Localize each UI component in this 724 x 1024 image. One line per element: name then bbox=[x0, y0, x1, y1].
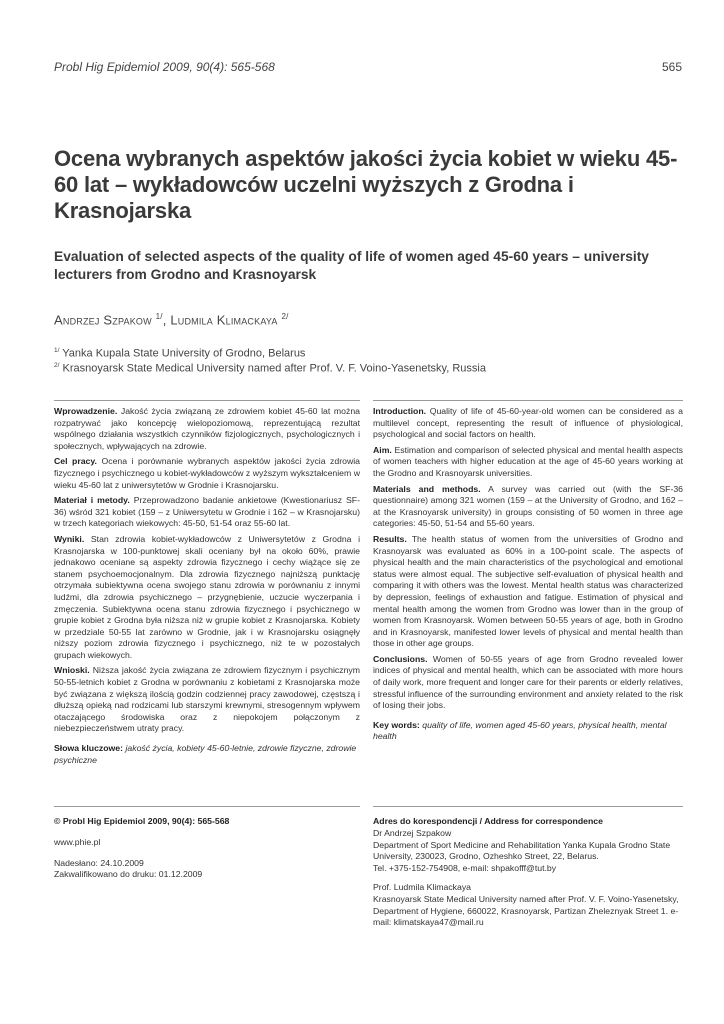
author-separator: , bbox=[162, 312, 171, 328]
section-text: Ocena i porównanie wybranych aspektów jakości życia zdrowia fizycznego i psychicznego u kobiet-wykładowców z wyższym wykształceniem w wieku 45-60 lat z uniwersytetów w Grodnie i Krasnojarsku. bbox=[54, 456, 360, 490]
affiliation-mark: 2/ bbox=[281, 312, 289, 321]
abstract-section bbox=[373, 484, 683, 530]
keywords-text: jakość życia, kobiety 45-60-letnie, zdrowie fizyczne, zdrowie psychiczne bbox=[54, 743, 357, 765]
title-polish: Ocena wybranych aspektów jakości życia kobiet w wieku 45-60 lat – wykładowców uczelni wyższych z Grodna i Krasnojarska bbox=[54, 146, 678, 223]
abstract-polish bbox=[54, 406, 360, 770]
spacer bbox=[373, 875, 683, 882]
affiliation-mark: 1/ bbox=[155, 312, 163, 321]
title-english: Evaluation of selected aspects of the quality of life of women aged 45-60 years – university lecturers from Grodno and Krasnoyarsk bbox=[54, 249, 649, 282]
accepted-date: Zakwalifikowano do druku: 01.12.2009 bbox=[54, 869, 203, 880]
abstract-section bbox=[54, 495, 360, 530]
contact-address: Krasnoyarsk State Medical University named after Prof. V. F. Voino-Yasenetsky, Department of Hygiene, 660022, Krasnoyarsk, Partizan Zheleznyak Street 1. e-mail: klimatskaya47@mail.ru bbox=[373, 893, 679, 928]
section-text: The health status of women from the universities of Grodno and Krasnoyarsk was evaluated as 60% in a 100-point scale. The aspects of physical health and the main characteristics of the psychological and emotional status were almost equal. The subjective self-evaluation of physical health and comparing it with others was the lowest. Mental health status was characterized by depression, feelings of exhaustion and fatigue. Estimation of physical and mental health among the women from Grodno was lower than in the group of women from Krasnoyarsk. Women between 50-55 years of age, both in Grodno and in Krasnoyarsk, manifested lower levels of physical and mental health than those in other age groups. bbox=[373, 533, 683, 649]
keywords-label: Słowa kluczowe: bbox=[54, 743, 124, 754]
section-text: Jakość życia związaną ze zdrowiem kobiet 45-60 lat można rozpatrywać jako koncepcję wielopoziomową, reprezentującą rezultat wspólnego działania wszystkich czynników fizjologicznych, psychologicznych i społecznych, wpływających na zdrowie. bbox=[54, 406, 360, 451]
author-name: Andrzej Szpakow bbox=[54, 312, 152, 328]
section-text: Stan zdrowia kobiet-wykładowców z Uniwersytetów z Grodna i Krasnojarska w 100-punktowej skali oceniany był na około 60%, prawie jednakowo oceniane są aspekty zdrowia fizycznego i cechy wiążące się ze stanem psychoemocjonalnym. Dla zdrowia fizycznego najniższą punktację otrzymała subiektywna ocena swojego stanu zdrowia w porównaniu z innymi ludźmi, dla zdrowia psychicznego – przygnębienie, uczucie wyczerpania i zmęczenia. Subiektywna ocena stanu zdrowia fizycznego i psychicznego w grupie kobiet z Grodna była niższa niż w grupie kobiet z Krasnojarska. Kobiety w przedziale 50-55 lat zarówno w Grodnie, jak i w Krasnojarsku osiągnęły niższy poziom zdrowia fizycznego i psychicznego, niż te w pozostałych grupach wiekowych. bbox=[54, 533, 361, 660]
section-text: Estimation and comparison of selected physical and mental health aspects of women teachers with higher education at the age of 45-60 years working at the Grodno and Krasnoyarsk universities. bbox=[373, 444, 683, 478]
copyright-text: © Probl Hig Epidemiol 2009, 90(4): 565-568 bbox=[54, 816, 230, 826]
divider-rule bbox=[373, 806, 683, 807]
divider-rule bbox=[54, 400, 360, 401]
divider-rule bbox=[54, 806, 360, 807]
running-header bbox=[54, 60, 682, 78]
received-date: Nadesłano: 24.10.2009 bbox=[54, 857, 144, 868]
section-label: Materials and methods. bbox=[373, 483, 481, 494]
affiliation-mark: 2/ bbox=[54, 362, 60, 369]
contact-phone-email: Tel. +375-152-754908, e-mail: shpakofff@tut.by bbox=[373, 863, 557, 874]
section-label: Wyniki. bbox=[54, 533, 85, 544]
correspondence-heading bbox=[373, 816, 683, 828]
correspondence-address bbox=[373, 816, 683, 929]
affiliation-2 bbox=[54, 362, 674, 375]
section-label: Materiał i metody. bbox=[54, 495, 130, 506]
publication-info bbox=[54, 816, 360, 881]
abstract-section bbox=[54, 534, 360, 662]
spacer bbox=[54, 849, 360, 858]
correspondence-heading-text: Adres do korespondencji / Address for correspondence bbox=[373, 816, 603, 826]
section-text: Women of 50-55 years of age from Grodno revealed lower indices of physical and mental health, which can be associated with more hours of daily work, more frequent and longer care for their parents or elderly relatives, stressful influence of the surrounding environment and anxiety related to the risk of losing their jobs. bbox=[373, 653, 683, 711]
contact-name: Dr Andrzej Szpakow bbox=[373, 827, 452, 838]
abstract-section bbox=[373, 406, 683, 441]
section-label: Wnioski. bbox=[54, 665, 90, 676]
section-label: Wprowadzenie. bbox=[54, 406, 118, 416]
affiliation-text: Krasnoyarsk State Medical University named after Prof. V. F. Voino-Yasenetsky, Russia bbox=[62, 362, 486, 375]
contact-name: Prof. Ludmila Klimackaya bbox=[373, 881, 472, 892]
abstract-section bbox=[373, 654, 683, 712]
section-text: Przeprowadzono badanie ankietowe (Kwestionariusz SF-36) wśród 321 kobiet (159 – z Uniwersytetu w Grodnie i 162 – w Krasnojarsku) w trzech kategoriach wiekowych: 45-50, 51-54 oraz 55-60 lat. bbox=[54, 495, 360, 529]
journal-reference: Probl Hig Epidemiol 2009, 90(4): 565-568 bbox=[54, 60, 275, 74]
page-number: 565 bbox=[661, 60, 682, 74]
keywords-label: Key words: bbox=[373, 719, 420, 730]
contact-address: Department of Sport Medicine and Rehabilitation Yanka Kupala Grodno State University, 230023, Grodno, Ozheshko Street, 22, Belarus. bbox=[373, 839, 671, 862]
author-name: Ludmila Klimackaya bbox=[170, 312, 278, 328]
section-text: A survey was carried out (with the SF-36 questionnaire) among 321 women (159 – at the University of Grodno, and 162 – at the Krasnoyarsk university) in groups consisting of 50 women in three age categories: 45-50, 51-54 and 55-60 years. bbox=[373, 483, 683, 529]
abstract-section bbox=[373, 445, 683, 480]
author-list bbox=[54, 312, 674, 327]
abstract-section bbox=[54, 406, 360, 452]
abstract-section bbox=[54, 456, 360, 491]
website-link[interactable]: www.phie.pl bbox=[54, 836, 101, 847]
abstract-section bbox=[54, 665, 360, 735]
section-label: Conclusions. bbox=[373, 653, 428, 664]
abstract-english bbox=[373, 406, 683, 747]
keywords-text: quality of life, women aged 45-60 years, physical health, mental health bbox=[373, 719, 667, 742]
abstract-section bbox=[373, 534, 683, 650]
keywords bbox=[373, 720, 683, 743]
keywords bbox=[54, 743, 360, 766]
affiliation-1 bbox=[54, 347, 674, 360]
affiliation-mark: 1/ bbox=[54, 347, 60, 354]
section-label: Introduction. bbox=[373, 406, 427, 416]
section-label: Aim. bbox=[373, 444, 392, 455]
section-text: Niższa jakość życia związana ze zdrowiem fizycznym i psychicznym 50-55-letnich kobiet z Grodna w porównaniu z kobietami z Krasnojarska może być związana z większą ilością godzin codziennej pracy zawodowej, częstszą i dłuższą opieką nad rodzicami lub starszymi krewnymi, stresogennym wpływem otaczającego środowiska oraz z niepokojem połączonym z niebezpieczeństwem utraty pracy. bbox=[54, 665, 360, 734]
affiliation-text: Yanka Kupala State University of Grodno, Belarus bbox=[62, 347, 306, 360]
copyright-line bbox=[54, 816, 360, 828]
section-label: Results. bbox=[373, 533, 407, 544]
divider-rule bbox=[373, 400, 683, 401]
section-label: Cel pracy. bbox=[54, 456, 97, 467]
spacer bbox=[54, 828, 360, 837]
section-text: Quality of life of 45-60-year-old women can be considered as a multilevel concept, representing the result of influence of physiological, psychological and social factors on health. bbox=[373, 406, 684, 440]
